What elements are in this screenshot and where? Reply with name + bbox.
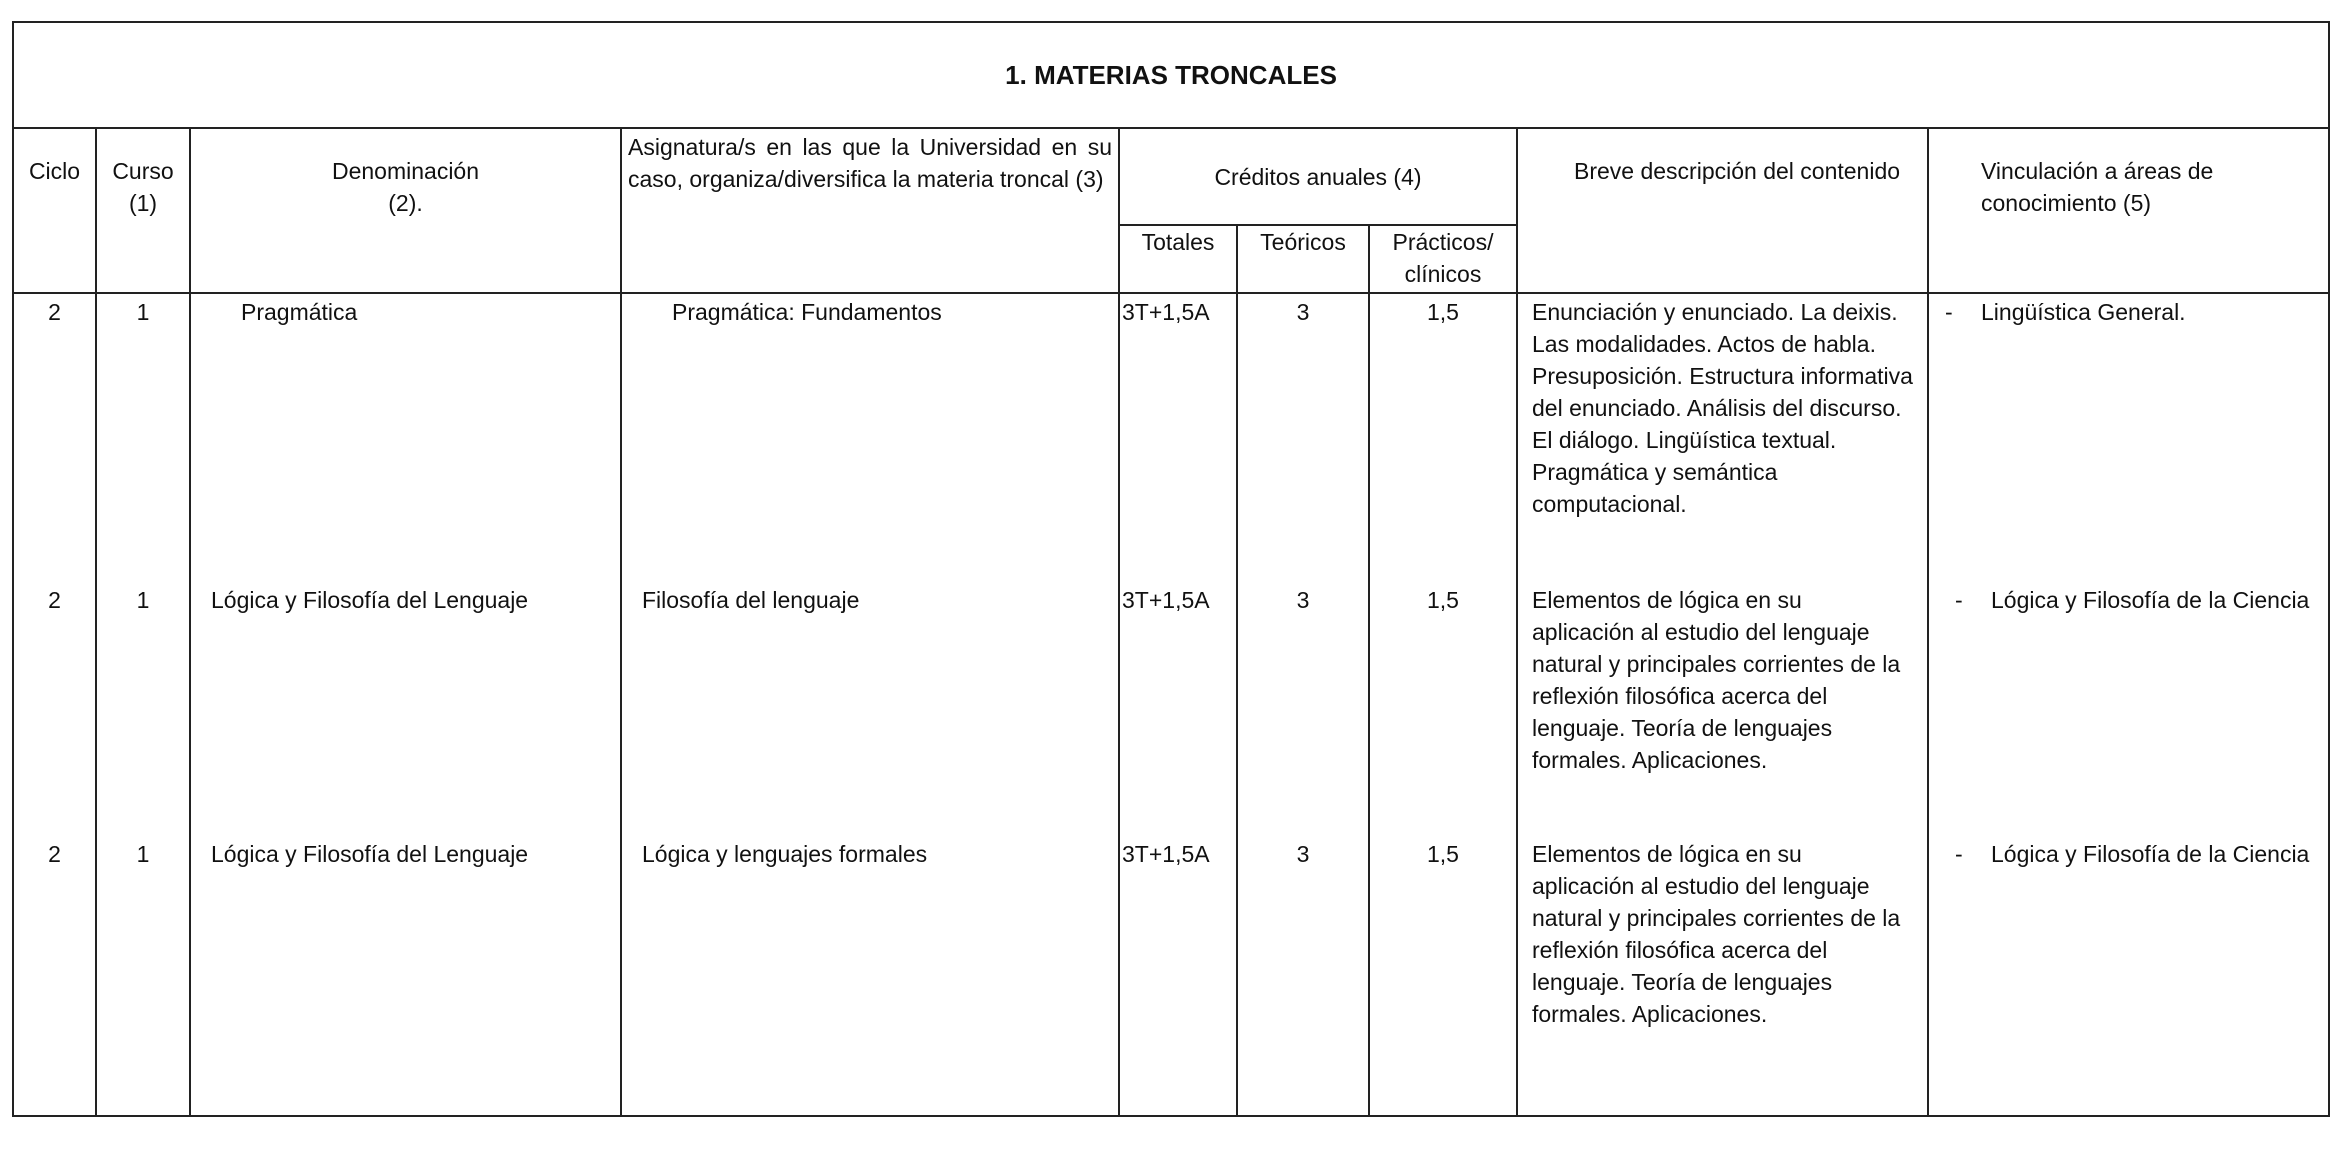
cell-vinculacion: - Lógica y Filosofía de la Ciencia: [1928, 836, 2329, 1116]
header-descripcion: Breve descripción del contenido: [1517, 128, 1928, 293]
cell-curso: 1: [96, 836, 190, 1116]
cell-descripcion: Enunciación y enunciado. La deixis. Las modalidades. Actos de habla. Presuposición. Estructura informativa del enunciado. Análisis del discurso. El diálogo. Lingüística textual. Pragmática y semántica computacional.: [1517, 293, 1928, 582]
header-creditos: Créditos anuales (4): [1119, 128, 1517, 225]
cell-denominacion: Pragmática: [190, 293, 621, 582]
header-curso: Curso (1): [96, 128, 190, 293]
cell-asignatura: Filosofía del lenguaje: [621, 582, 1119, 836]
header-totales: Totales: [1119, 225, 1237, 293]
cell-practicos: 1,5: [1369, 582, 1517, 836]
cell-denominacion: Lógica y Filosofía del Lenguaje: [190, 582, 621, 836]
cell-descripcion: Elementos de lógica en su aplicación al estudio del lenguaje natural y principales corrientes de la reflexión filosófica acerca del lenguaje. Teoría de lenguajes formales. Aplicaciones.: [1517, 836, 1928, 1116]
cell-vinculacion: - Lógica y Filosofía de la Ciencia: [1928, 582, 2329, 836]
cell-totales: 3T+1,5A: [1119, 582, 1237, 836]
cell-curso: 1: [96, 582, 190, 836]
cell-asignatura: Pragmática: Fundamentos: [621, 293, 1119, 582]
cell-vinculacion: - Lingüística General.: [1928, 293, 2329, 582]
header-teoricos: Teóricos: [1237, 225, 1369, 293]
cell-teoricos: 3: [1237, 582, 1369, 836]
cell-ciclo: 2: [13, 582, 96, 836]
cell-teoricos: 3: [1237, 836, 1369, 1116]
cell-ciclo: 2: [13, 293, 96, 582]
cell-teoricos: 3: [1237, 293, 1369, 582]
cell-denominacion: Lógica y Filosofía del Lenguaje: [190, 836, 621, 1116]
table-row: [13, 293, 2329, 582]
cell-totales: 3T+1,5A: [1119, 293, 1237, 582]
cell-curso: 1: [96, 293, 190, 582]
header-asignatura: Asignatura/s en las que la Universidad en su caso, organiza/diversifica la materia troncal (3): [621, 128, 1119, 293]
table-row: [13, 582, 2329, 836]
table-row: [13, 836, 2329, 1116]
cell-practicos: 1,5: [1369, 293, 1517, 582]
header-denominacion: Denominación (2).: [190, 128, 621, 293]
cell-totales: 3T+1,5A: [1119, 836, 1237, 1116]
header-practicos: Prácticos/ clínicos: [1369, 225, 1517, 293]
table-title: 1. MATERIAS TRONCALES: [13, 22, 2329, 128]
cell-descripcion: Elementos de lógica en su aplicación al estudio del lenguaje natural y principales corrientes de la reflexión filosófica acerca del lenguaje. Teoría de lenguajes formales. Aplicaciones.: [1517, 582, 1928, 836]
materias-troncales-table: [12, 21, 2330, 1117]
header-ciclo: Ciclo: [13, 128, 96, 293]
cell-asignatura: Lógica y lenguajes formales: [621, 836, 1119, 1116]
header-vinculacion: Vinculación a áreas de conocimiento (5): [1928, 128, 2329, 293]
cell-practicos: 1,5: [1369, 836, 1517, 1116]
cell-ciclo: 2: [13, 836, 96, 1116]
